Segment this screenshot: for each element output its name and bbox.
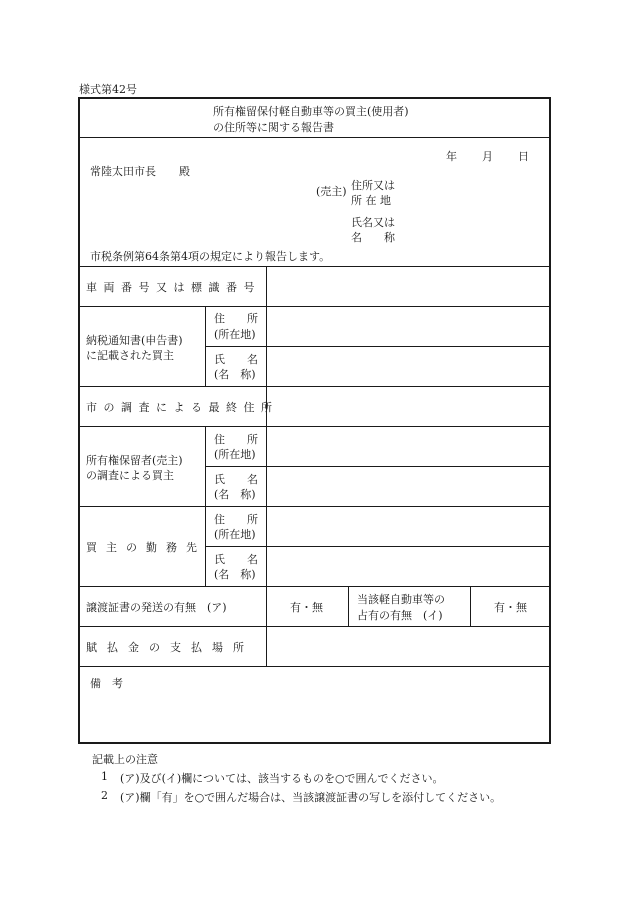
workplace-label: 買主の勤務先 (86, 541, 206, 554)
buyer-by-owner-label-1: 所有権保留者(売主) (86, 454, 183, 467)
vehicle-number-label: 車両番号又は標識番号 (86, 281, 261, 294)
owner-name-field[interactable] (268, 468, 548, 504)
final-address-field[interactable] (268, 388, 548, 424)
notes-heading: 記載上の注意 (92, 753, 158, 766)
workplace-address-sublabel: (所在地) (214, 528, 256, 541)
possession-label-1: 当該軽自動車等の (357, 593, 445, 606)
form-title-line1: 所有権留保付軽自動車等の買主(使用者) (213, 105, 409, 118)
note-2-number: 2 (101, 789, 108, 802)
buyer-by-owner-label-2: の調査による買主 (86, 469, 174, 482)
transfer-cert-choice[interactable]: 有・無 (290, 601, 323, 614)
title-divider (79, 137, 550, 138)
owner-name-label: 氏 名 (214, 473, 258, 486)
notice-name-label: 氏 名 (214, 353, 258, 366)
note-2-text: (ア)欄「有」を○で囲んだ場合は、当該譲渡証書の写しを添付してください。 (120, 791, 502, 804)
name-label-1: 氏名又は (351, 216, 395, 229)
notice-address-label: 住 所 (214, 312, 258, 325)
address-label-2: 所 在 地 (351, 194, 391, 207)
honorific: 殿 (179, 165, 190, 178)
addressee: 常陸太田市長 (90, 165, 156, 178)
transfer-cert-label: 譲渡証書の発送の有無 (ア) (86, 601, 227, 614)
remarks-label: 備 考 (90, 677, 123, 690)
address-label-1: 住所又は (351, 179, 395, 192)
note-1-number: 1 (101, 770, 108, 783)
name-label-2: 名 称 (351, 231, 395, 244)
workplace-address-field[interactable] (268, 508, 548, 544)
date-year-label: 年 (446, 150, 457, 163)
notice-name-sublabel: (名 称) (214, 368, 256, 381)
notice-name-field[interactable] (268, 348, 548, 384)
workplace-name-field[interactable] (268, 548, 548, 584)
seller-label: (売主) (316, 185, 347, 198)
remarks-field[interactable] (80, 668, 548, 742)
payment-place-label: 賦払金の支払場所 (86, 641, 254, 654)
date-month-label: 月 (482, 150, 493, 163)
owner-address-field[interactable] (268, 428, 548, 464)
notice-address-field[interactable] (268, 308, 548, 344)
vehicle-number-field[interactable] (268, 268, 548, 304)
owner-address-sublabel: (所在地) (214, 448, 256, 461)
notice-address-sublabel: (所在地) (214, 328, 256, 341)
possession-choice[interactable]: 有・無 (494, 601, 527, 614)
date-day-label: 日 (518, 150, 529, 163)
buyer-in-notice-label-1: 納税通知書(申告書) (86, 334, 183, 347)
form-title-line2: の住所等に関する報告書 (213, 121, 334, 134)
note-1-text: (ア)及び(イ)欄については、該当するものを○で囲んでください。 (120, 772, 444, 785)
possession-label-2: 占有の有無 (イ) (357, 609, 443, 622)
owner-name-sublabel: (名 称) (214, 488, 256, 501)
report-statement: 市税条例第64条第4項の規定により報告します。 (90, 250, 331, 263)
form-number: 様式第42号 (79, 83, 137, 96)
workplace-name-label: 氏 名 (214, 553, 258, 566)
workplace-name-sublabel: (名 称) (214, 568, 256, 581)
final-address-label: 市の調査による最終住所 (86, 401, 279, 414)
buyer-in-notice-label-2: に記載された買主 (86, 349, 174, 362)
owner-address-label: 住 所 (214, 433, 258, 446)
payment-place-field[interactable] (268, 628, 548, 664)
workplace-address-label: 住 所 (214, 513, 258, 526)
